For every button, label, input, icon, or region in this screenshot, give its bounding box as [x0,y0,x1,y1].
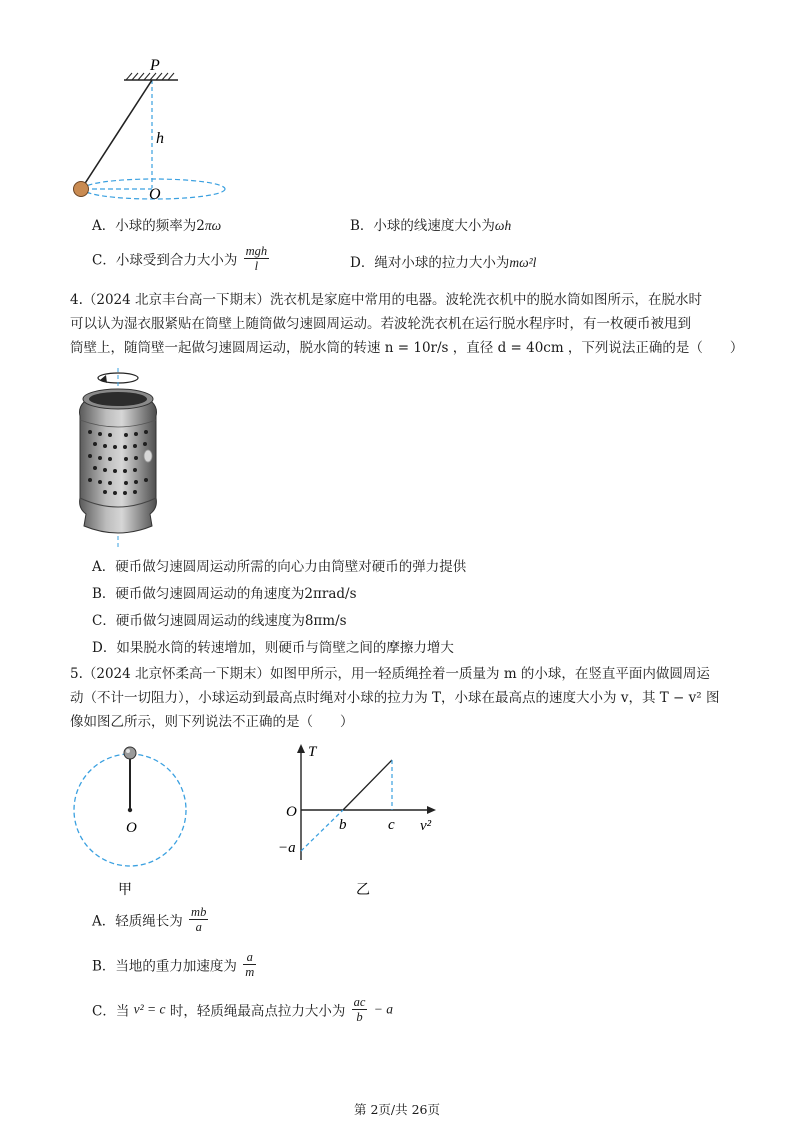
q5-option-a [92,905,210,934]
q3-option-b [350,214,511,234]
fraction-numerator: mgh [245,244,268,258]
q5-option-a-fraction [189,905,208,934]
fraction-numerator: mb [191,905,207,919]
question-5-stem [70,662,730,734]
page-footer: 第 2页/共 26页 [353,1102,441,1117]
question-5-line-1: 5.（2024 北京怀柔高一下期末）如图甲所示，用一轻质绳拴着一质量为 m 的小球，在竖直平面内做圆周运 [70,666,710,682]
q3-option-b-var: ωh [494,218,512,233]
fraction-denominator: a [195,920,202,934]
q3-option-d-text: D．绳对小球的拉力大小为 [350,255,510,271]
label-b: b [339,817,347,833]
label-O-graph: O [286,804,297,820]
q5-option-b [92,950,258,979]
q5-option-c [92,995,393,1024]
label-O: O [149,186,161,203]
q5-option-c-tail: − a [373,1001,393,1017]
question-4-line-3: 筒壁上，随筒壁一起做匀速圆周运动，脱水筒的转速 n = 10r/s ，直径 d = 40cm ，下列说法正确的是（ ） [70,340,744,356]
q3-option-a-text: A．小球的频率为2 [92,218,205,234]
q4-option-a: A．硬币做匀速圆周运动所需的向心力由筒壁对硬币的弹力提供 [92,559,467,575]
vertical-circle-figure [66,740,196,900]
fraction-denominator: m [245,965,255,979]
q4-option-d: D．如果脱水筒的转速增加，则硬币与筒壁之间的摩擦力增大 [92,640,454,656]
q5-option-c-condition: v² = c [133,1001,166,1017]
q3-option-d [350,251,536,271]
t-v2-graph-figure [270,740,450,900]
label-O-left: O [126,820,137,836]
q3-option-c-text: C．小球受到合力大小为 [92,252,238,269]
q3-option-c-fraction [244,244,270,273]
label-h: h [156,130,164,147]
fraction-numerator: ac [353,995,366,1009]
q3-option-c [92,244,271,273]
question-5-line-3: 像如图乙所示，则下列说法不正确的是（ ） [70,714,354,730]
label-T: T [308,744,317,760]
q5-option-b-text: B．当地的重力加速度为 [92,958,237,975]
q3-option-a-var: πω [204,218,222,233]
q5-option-c-fraction [352,995,368,1024]
q3-option-a [92,214,221,234]
question-4-stem [70,288,744,360]
fraction-denominator: l [254,259,259,273]
label-neg-a: −a [278,840,296,856]
conical-pendulum-figure [70,55,240,205]
spin-dryer-drum-figure [70,368,170,550]
q5-option-c-text-2: 时，轻质绳最高点拉力大小为 [169,1003,346,1020]
question-4-line-2: 可以认为湿衣服紧贴在筒壁上随筒做匀速圆周运动。若波轮洗衣机在运行脱水程序时，有一枚硬币被甩到 [70,316,691,332]
q5-option-c-text: C．当 [92,1003,130,1020]
caption-yi: 乙 [356,882,370,898]
fraction-numerator: a [243,950,256,965]
q3-option-b-text: B．小球的线速度大小为 [350,218,495,234]
q5-option-a-text: A．轻质绳长为 [92,913,183,930]
caption-jia: 甲 [118,882,132,898]
q5-option-b-fraction [243,950,256,979]
label-P: P [150,57,160,74]
q4-option-b: B．硬币做匀速圆周运动的角速度为2πrad/s [92,586,357,602]
label-v2: v² [420,818,432,834]
q4-option-c: C．硬币做匀速圆周运动的线速度为8πm/s [92,613,347,629]
fraction-denominator: b [356,1010,363,1024]
q3-option-d-var: mω²l [509,255,537,270]
label-c: c [388,817,395,833]
question-5-line-2: 动（不计一切阻力），小球运动到最高点时绳对小球的拉力为 T，小球在最高点的速度大小为 v，其 T − v² 图 [70,690,720,706]
question-4-line-1: 4.（2024 北京丰台高一下期末）洗衣机是家庭中常用的电器。波轮洗衣机中的脱水筒如图所示，在脱水时 [70,292,703,308]
